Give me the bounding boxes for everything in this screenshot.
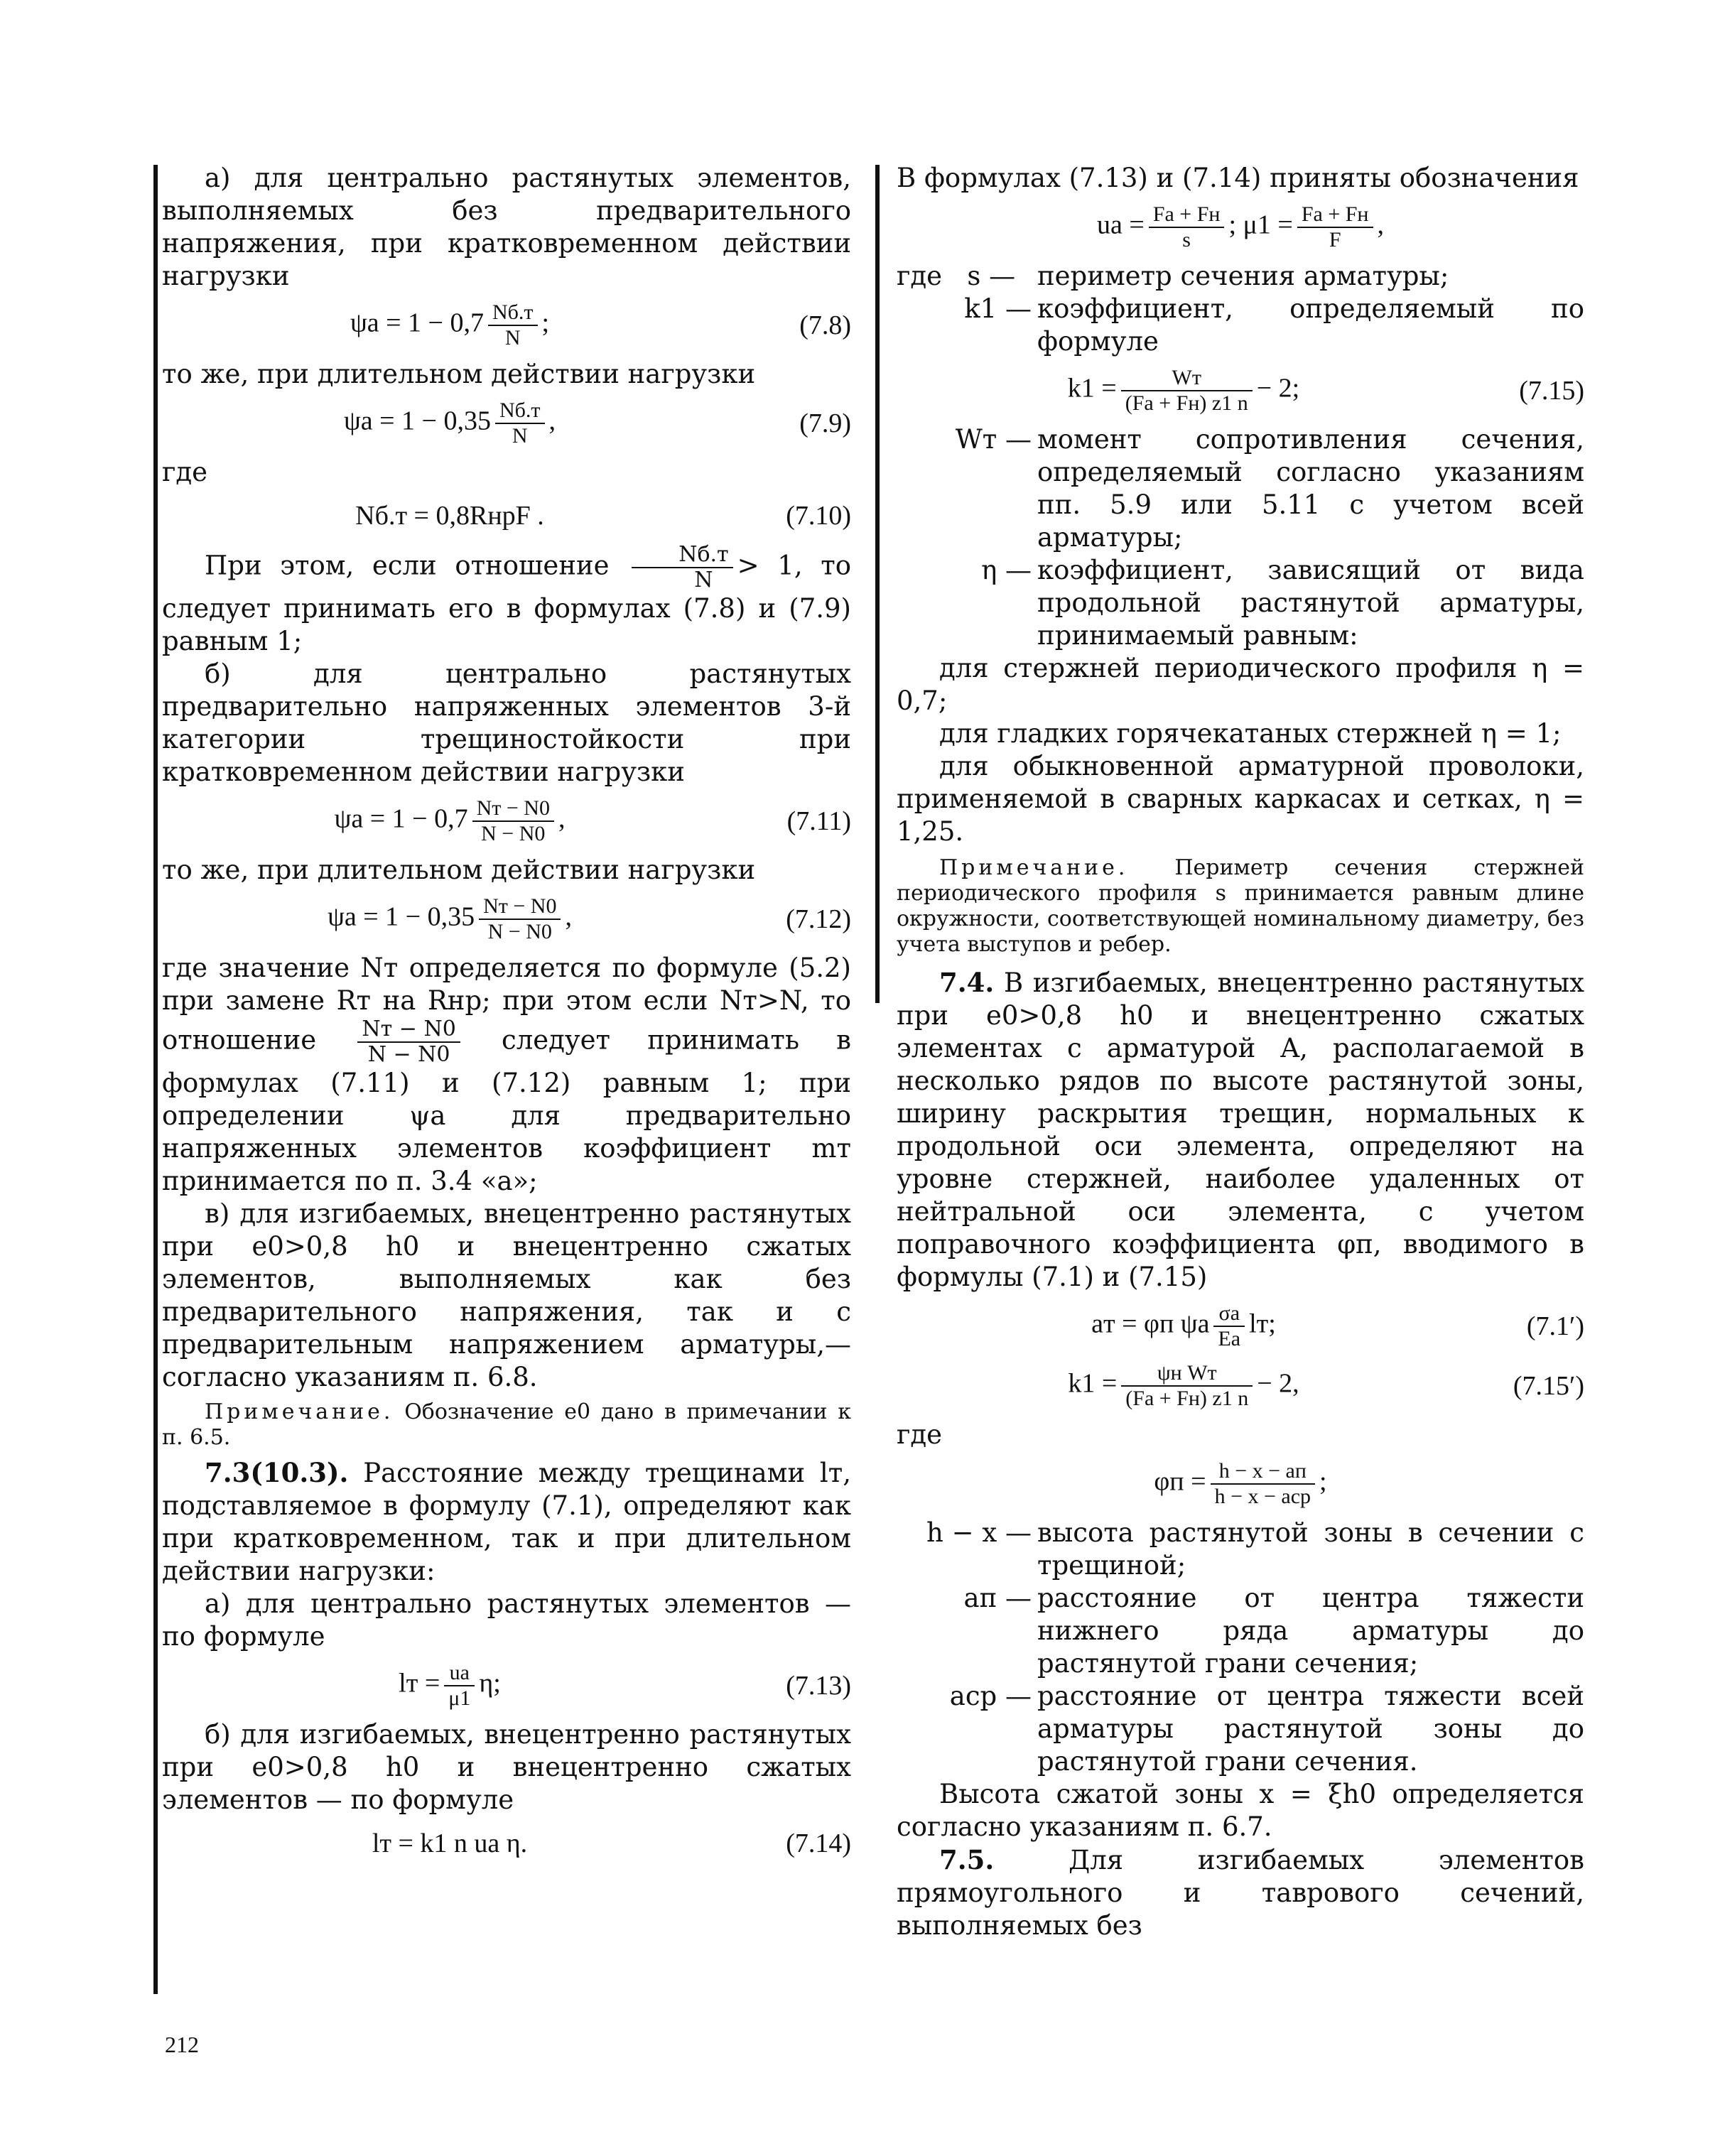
equation-number: (7.11) (786, 806, 851, 836)
definition: Wт — момент сопротивления сечения, определяемый согласно указаниям пп. 5.9 или 5.11 с учетом всей арматуры; (955, 424, 1584, 553)
where-label: где (162, 457, 208, 487)
equation-number: (7.1′) (1526, 1311, 1584, 1341)
paragraph: для стержней периодического профиля η = 0,7; (897, 653, 1584, 716)
definitions-list (897, 423, 1584, 652)
equation-number: (7.15) (1519, 376, 1584, 406)
paragraph: то же, при длительном действии нагрузки (162, 855, 756, 885)
left-column (162, 162, 851, 1870)
left-margin-rule (153, 165, 158, 1994)
equation-number: (7.12) (786, 904, 851, 934)
section-paragraph: 7.4. В изгибаемых, внецентренно растянутых при e0>0,8 h0 и внецентренно сжатых элементах с арматурой A, располагаемой в несколько рядов по высоте растянутой зоны, ширину раскрытия трещин, нормальных к продольной оси элемента, определяют на уровне стержней, наиболее удаленных от нейтральной оси элемента, с учетом поправочного коэффициента φп, вводимого в формулы (7.1) и (7.15) (897, 967, 1584, 1292)
page-number: 212 (165, 2032, 199, 2057)
paragraph: В формулах (7.13) и (7.14) приняты обозначения (897, 163, 1579, 193)
equation-7-1-prime: aт = φп ψа $\frac{\sigma а}{Eа}$ lт; (7.1′) (1091, 1301, 1584, 1350)
equation-7-12: ψа = 1 − 0,35 $\frac{Nт - N0}{N - N0}$ , (7.12) (328, 894, 851, 943)
equation-number: (7.8) (799, 310, 851, 340)
paragraph: где значение Nт определяется по формуле (5.2) при замене Rт на Rнр; при этом если Nт>N, то отношение $\frac{Nт - N0}{N - N0}$ следует принимать в формулах (7.11) и (7.12) равным 1; при определении ψа для предварительно напряженных элементов коэффициент mт принимается по п. 3.4 «а»; (162, 953, 851, 1196)
equation-7-15-prime: k1 = $\frac{\text{ψн Wт}}{(Fа + Fн) z1 n}$ − 2, (7.15′) (1068, 1361, 1584, 1410)
definition: k1 — коэффициент, определяемый по формуле (964, 293, 1584, 357)
paragraph: а) для центрально растянутых элементов — по формуле (162, 1588, 851, 1652)
definition: aср — расстояние от центра тяжести всей арматуры растянутой зоны до растянутой грани сечения. (949, 1681, 1584, 1777)
definitions-list (897, 260, 1584, 358)
paragraph: а) для центрально растянутых элементов, выполняемых без предварительного напряжения, при кратковременном действии нагрузки (162, 163, 851, 291)
paragraph: в) для изгибаемых, внецентренно растянутых при e0>0,8 h0 и внецентренно сжатых элементов, выполняемых как без предварительного напряжения, так и с предварительным напряжением арматуры,— согласно указаниям п. 6.8. (162, 1198, 851, 1392)
where-label: где (897, 1419, 943, 1450)
equation-number: (7.14) (786, 1829, 851, 1858)
equation-number: (7.15′) (1513, 1371, 1584, 1401)
equation-notation: uа = $\frac{Fа + Fн}{s}$ ; μ1 = $\frac{Fа + Fн}{F}$ , (1096, 202, 1384, 251)
paragraph: б) для центрально растянутых предварительно напряженных элементов 3-й категории трещиностойкости при кратковременном действии нагрузки (162, 659, 851, 787)
equation-7-15: k1 = $\frac{Wт}{(Fа + Fн) z1 n}$ − 2; (7.15) (1067, 366, 1584, 415)
equation-7-13: lт = $\frac{uа}{\mu 1}$ η; (7.13) (399, 1661, 851, 1710)
paragraph: для обыкновенной арматурной проволоки, применяемой в сварных каркасах и сетках, η = 1,25. (897, 751, 1584, 847)
paragraph: то же, при длительном действии нагрузки (162, 359, 756, 389)
right-column (897, 162, 1584, 1942)
equation-number: (7.13) (786, 1671, 851, 1701)
equation-number: (7.10) (786, 501, 851, 531)
equation-7-9: ψа = 1 − 0,35 $\frac{Nб.т}{N}$ , (7.9) (343, 399, 851, 448)
definition: h − x — высота растянутой зоны в сечении с трещиной; (926, 1517, 1584, 1581)
paragraph: для гладких горячекатаных стержней η = 1; (939, 718, 1562, 749)
paragraph: При этом, если отношение $\frac{Nб.т}{N}$ > 1, то следует принимать его в формулах (7.8) и (7.9) равным 1; (162, 542, 851, 656)
definition: где s — периметр сечения арматуры; (897, 261, 1449, 291)
definition: aп — расстояние от центра тяжести нижнего ряда арматуры до растянутой грани сечения; (963, 1583, 1584, 1679)
paragraph: б) для изгибаемых, внецентренно растянутых при e0>0,8 h0 и внецентренно сжатых элементов — по формуле (162, 1719, 851, 1815)
equation-7-11: ψа = 1 − 0,7 $\frac{Nт - N0}{N - N0}$ , (7.11) (334, 796, 851, 845)
definitions-list (897, 1517, 1584, 1778)
note: Примечание. Периметр сечения стержней периодического профиля s принимается равным длине окружности, соответствующей номинальному диаметру, без учета выступов и ребер. (897, 855, 1584, 957)
equation-number: (7.9) (799, 408, 851, 438)
equation-7-8: ψа = 1 − 0,7 $\frac{Nб.т}{N}$ ; (7.8) (350, 300, 851, 350)
paragraph: Высота сжатой зоны x = ξh0 определяется согласно указаниям п. 6.7. (897, 1779, 1584, 1842)
equation-7-10: Nб.т = 0,8RнрF . (7.10) (355, 501, 851, 531)
equation-7-14: lт = k1 n uа η. (7.14) (372, 1829, 851, 1858)
definition: η — коэффициент, зависящий от вида продольной растянутой арматуры, принимаемый равным: (981, 555, 1584, 651)
section-paragraph: 7.5. Для изгибаемых элементов прямоугольного и таврового сечений, выполняемых без (897, 1844, 1584, 1941)
column-divider-rule (875, 165, 880, 1003)
note: Примечание. Обозначение e0 дано в примечании к п. 6.5. (162, 1399, 851, 1450)
equation-phi: φп = $\frac{h - x - aп}{\text{h − x − aср}}$ ; (1154, 1459, 1327, 1508)
section-paragraph: 7.3(10.3). Расстояние между трещинами lт, подставляемое в формулу (7.1), определяют как при кратковременном, так и при длительном действии нагрузки: (162, 1457, 851, 1586)
